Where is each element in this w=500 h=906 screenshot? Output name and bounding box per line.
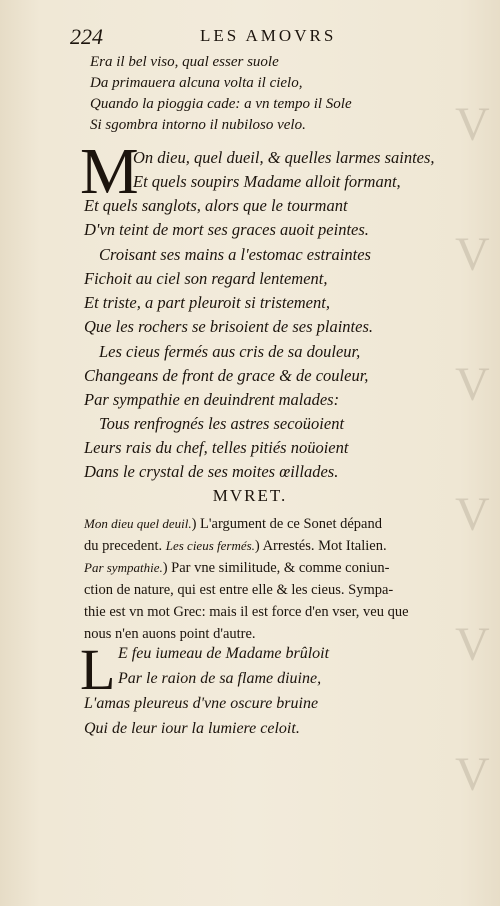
commentary-line [84, 538, 387, 555]
sonnet-line: Et triste, a part pleuroit si tristement, [84, 293, 330, 312]
commentary-text: ) Par vne similitude, & comme coniun- [162, 560, 390, 576]
sonnet-line: Et quels sanglots, alors que le tourmant [84, 196, 348, 215]
commentary-line [84, 516, 382, 533]
page-number: 224 [70, 24, 103, 49]
commentary-text: ) Arrestés. Mot Italien. [254, 538, 387, 554]
sonnet-line: Leurs rais du chef, telles pitiés noüoient [84, 438, 349, 457]
sonnet-line: D'vn teint de mort ses graces auoit peintes. [84, 220, 369, 239]
commentary-line: thie est vn mot Grec: mais il est force d'en vser, veu que [84, 604, 409, 620]
commentary-title: MVRET. [212, 486, 288, 505]
drop-cap: L [80, 637, 116, 702]
sonnet-line: Croisant ses mains a l'estomac estraintes [99, 245, 371, 264]
commentary-line [84, 560, 389, 577]
verse-line: Quando la pioggia cade: a vn tempo il Sole [90, 96, 352, 112]
sonnet-line: Les cieus fermés aus cris de sa douleur, [99, 342, 361, 361]
commentary-line: nous n'en auons point d'autre. [84, 626, 256, 642]
commentary-line: ction de nature, qui est entre elle & les cieus. Sympa- [84, 582, 394, 598]
commentary-lemma: Par sympathie. [84, 560, 163, 575]
sonnet-line: Et quels soupirs Madame alloit formant, [133, 172, 401, 191]
poem-line: Par le raion de sa flame diuine, [118, 670, 322, 687]
sonnet-line: Changeans de front de grace & de couleur, [84, 366, 369, 385]
sonnet-line: Tous renfrognés les astres secoüoient [99, 414, 345, 433]
commentary-text: ) L'argument de ce Sonet dépand [191, 516, 382, 532]
bleed-through-text: V V V V V V [455, 98, 490, 801]
verse-line: Si sgombra intorno il nubiloso velo. [90, 117, 306, 133]
poem-line: L'amas pleureus d'vne oscure bruine [84, 695, 319, 712]
running-title: LES AMOVRS [200, 26, 337, 45]
verse-line: Era il bel viso, qual esser suole [90, 54, 279, 70]
sonnet-line: Dans le crystal de ses moites œillades. [84, 462, 339, 481]
sonnet-line: Que les rochers se brisoient de ses plaintes. [84, 317, 374, 336]
page-header [70, 24, 470, 50]
sonnet-line: On dieu, quel dueil, & quelles larmes saintes, [133, 148, 435, 167]
commentary-lemma: Mon dieu quel deuil. [84, 516, 192, 531]
verse-line: Da primauera alcuna volta il cielo, [90, 75, 303, 91]
poem-line: E feu iumeau de Madame brûloit [118, 645, 330, 662]
poem-line: Qui de leur iour la lumiere celoit. [84, 720, 300, 737]
sonnet-line: Par sympathie en deuindrent malades: [84, 390, 340, 409]
commentary-lemma: Les cieus fermés. [165, 538, 255, 553]
sonnet-line: Fichoit au ciel son regard lentement, [84, 269, 328, 288]
commentary-text: du precedent. [84, 538, 163, 554]
drop-cap: M [80, 135, 139, 208]
